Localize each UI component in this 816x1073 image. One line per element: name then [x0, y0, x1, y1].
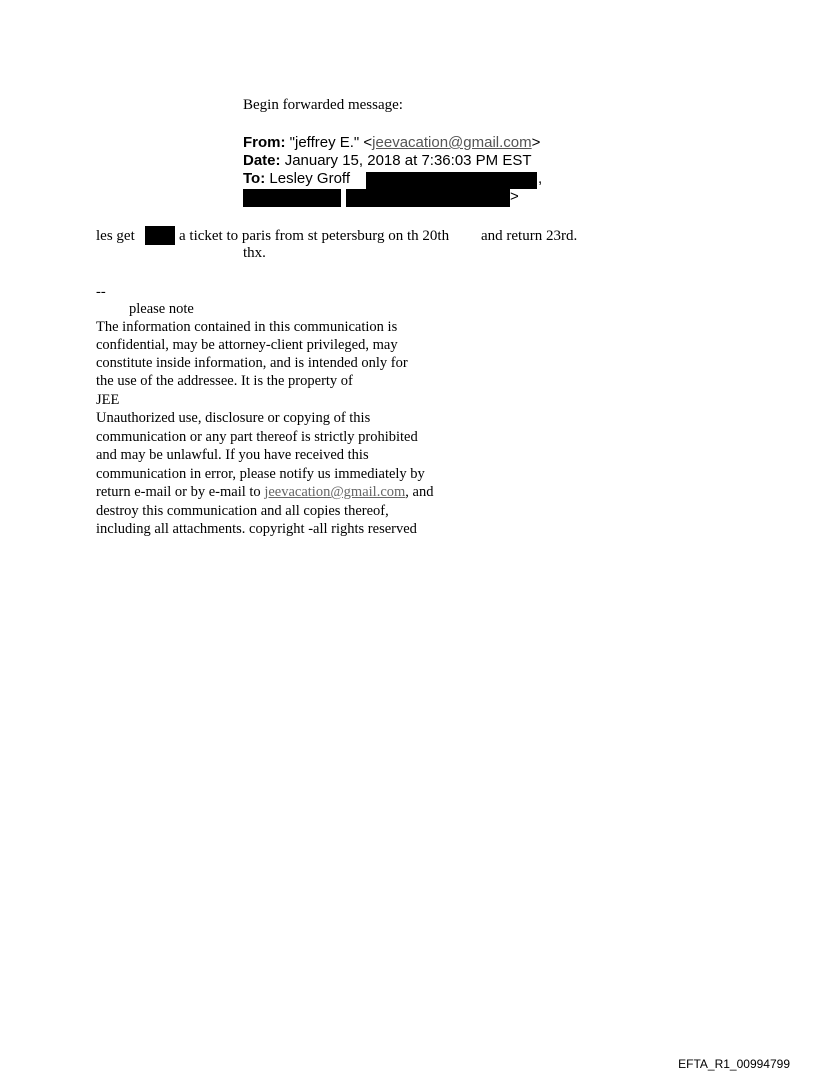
disclaimer-email-link[interactable]: jeevacation@gmail.com	[264, 484, 406, 500]
redaction-box	[366, 172, 537, 189]
disclaimer-line: the use of the addressee. It is the property of	[96, 373, 353, 389]
to-value: Lesley Groff	[269, 170, 350, 187]
date-label: Date:	[243, 152, 281, 169]
body-line-1b: a ticket to paris from st petersburg on th 20th	[179, 228, 450, 244]
disclaimer-line: including all attachments. copyright -all rights reserved	[96, 521, 417, 537]
from-close: >	[531, 134, 541, 151]
disclaimer-line: Unauthorized use, disclosure or copying of this	[96, 410, 371, 426]
disclaimer-line: destroy this communication and all copies thereof,	[96, 503, 389, 519]
from-name: "jeffrey E." <	[289, 134, 373, 151]
return-line-post: , and	[405, 484, 434, 500]
to-comma: ,	[538, 170, 543, 187]
disclaimer-line: communication or any part thereof is strictly prohibited	[96, 429, 418, 445]
please-note: please note	[129, 301, 194, 317]
to-label: To:	[243, 170, 266, 187]
return-line-pre: return e-mail or by e-mail to	[96, 484, 265, 500]
from-line	[243, 134, 540, 151]
disclaimer-line: constitute inside information, and is intended only for	[96, 355, 408, 371]
to-line	[243, 170, 350, 187]
redaction-box	[145, 226, 175, 245]
body-line-1a: les get	[96, 228, 135, 244]
date-value: January 15, 2018 at 7:36:03 PM EST	[284, 152, 532, 169]
body-line-1c: and return 23rd.	[481, 228, 578, 244]
from-label: From:	[243, 134, 286, 151]
document-id: EFTA_R1_00994799	[678, 1057, 790, 1071]
date-line	[243, 152, 532, 169]
disclaimer-line: and may be unlawful. If you have received this	[96, 447, 369, 463]
body-line-2: thx.	[243, 245, 266, 261]
to-close: >	[510, 188, 519, 205]
forward-intro: Begin forwarded message:	[243, 97, 403, 113]
redaction-box	[243, 189, 341, 207]
disclaimer-line: confidential, may be attorney-client privileged, may	[96, 337, 398, 353]
redaction-box	[346, 189, 510, 207]
disclaimer-return-line	[96, 484, 433, 501]
disclaimer-line: communication in error, please notify us immediately by	[96, 466, 425, 482]
signature-dashes: --	[96, 284, 106, 300]
disclaimer-line: JEE	[96, 392, 120, 408]
from-email-link[interactable]: jeevacation@gmail.com	[372, 134, 532, 151]
disclaimer-line: The information contained in this communication is	[96, 319, 398, 335]
